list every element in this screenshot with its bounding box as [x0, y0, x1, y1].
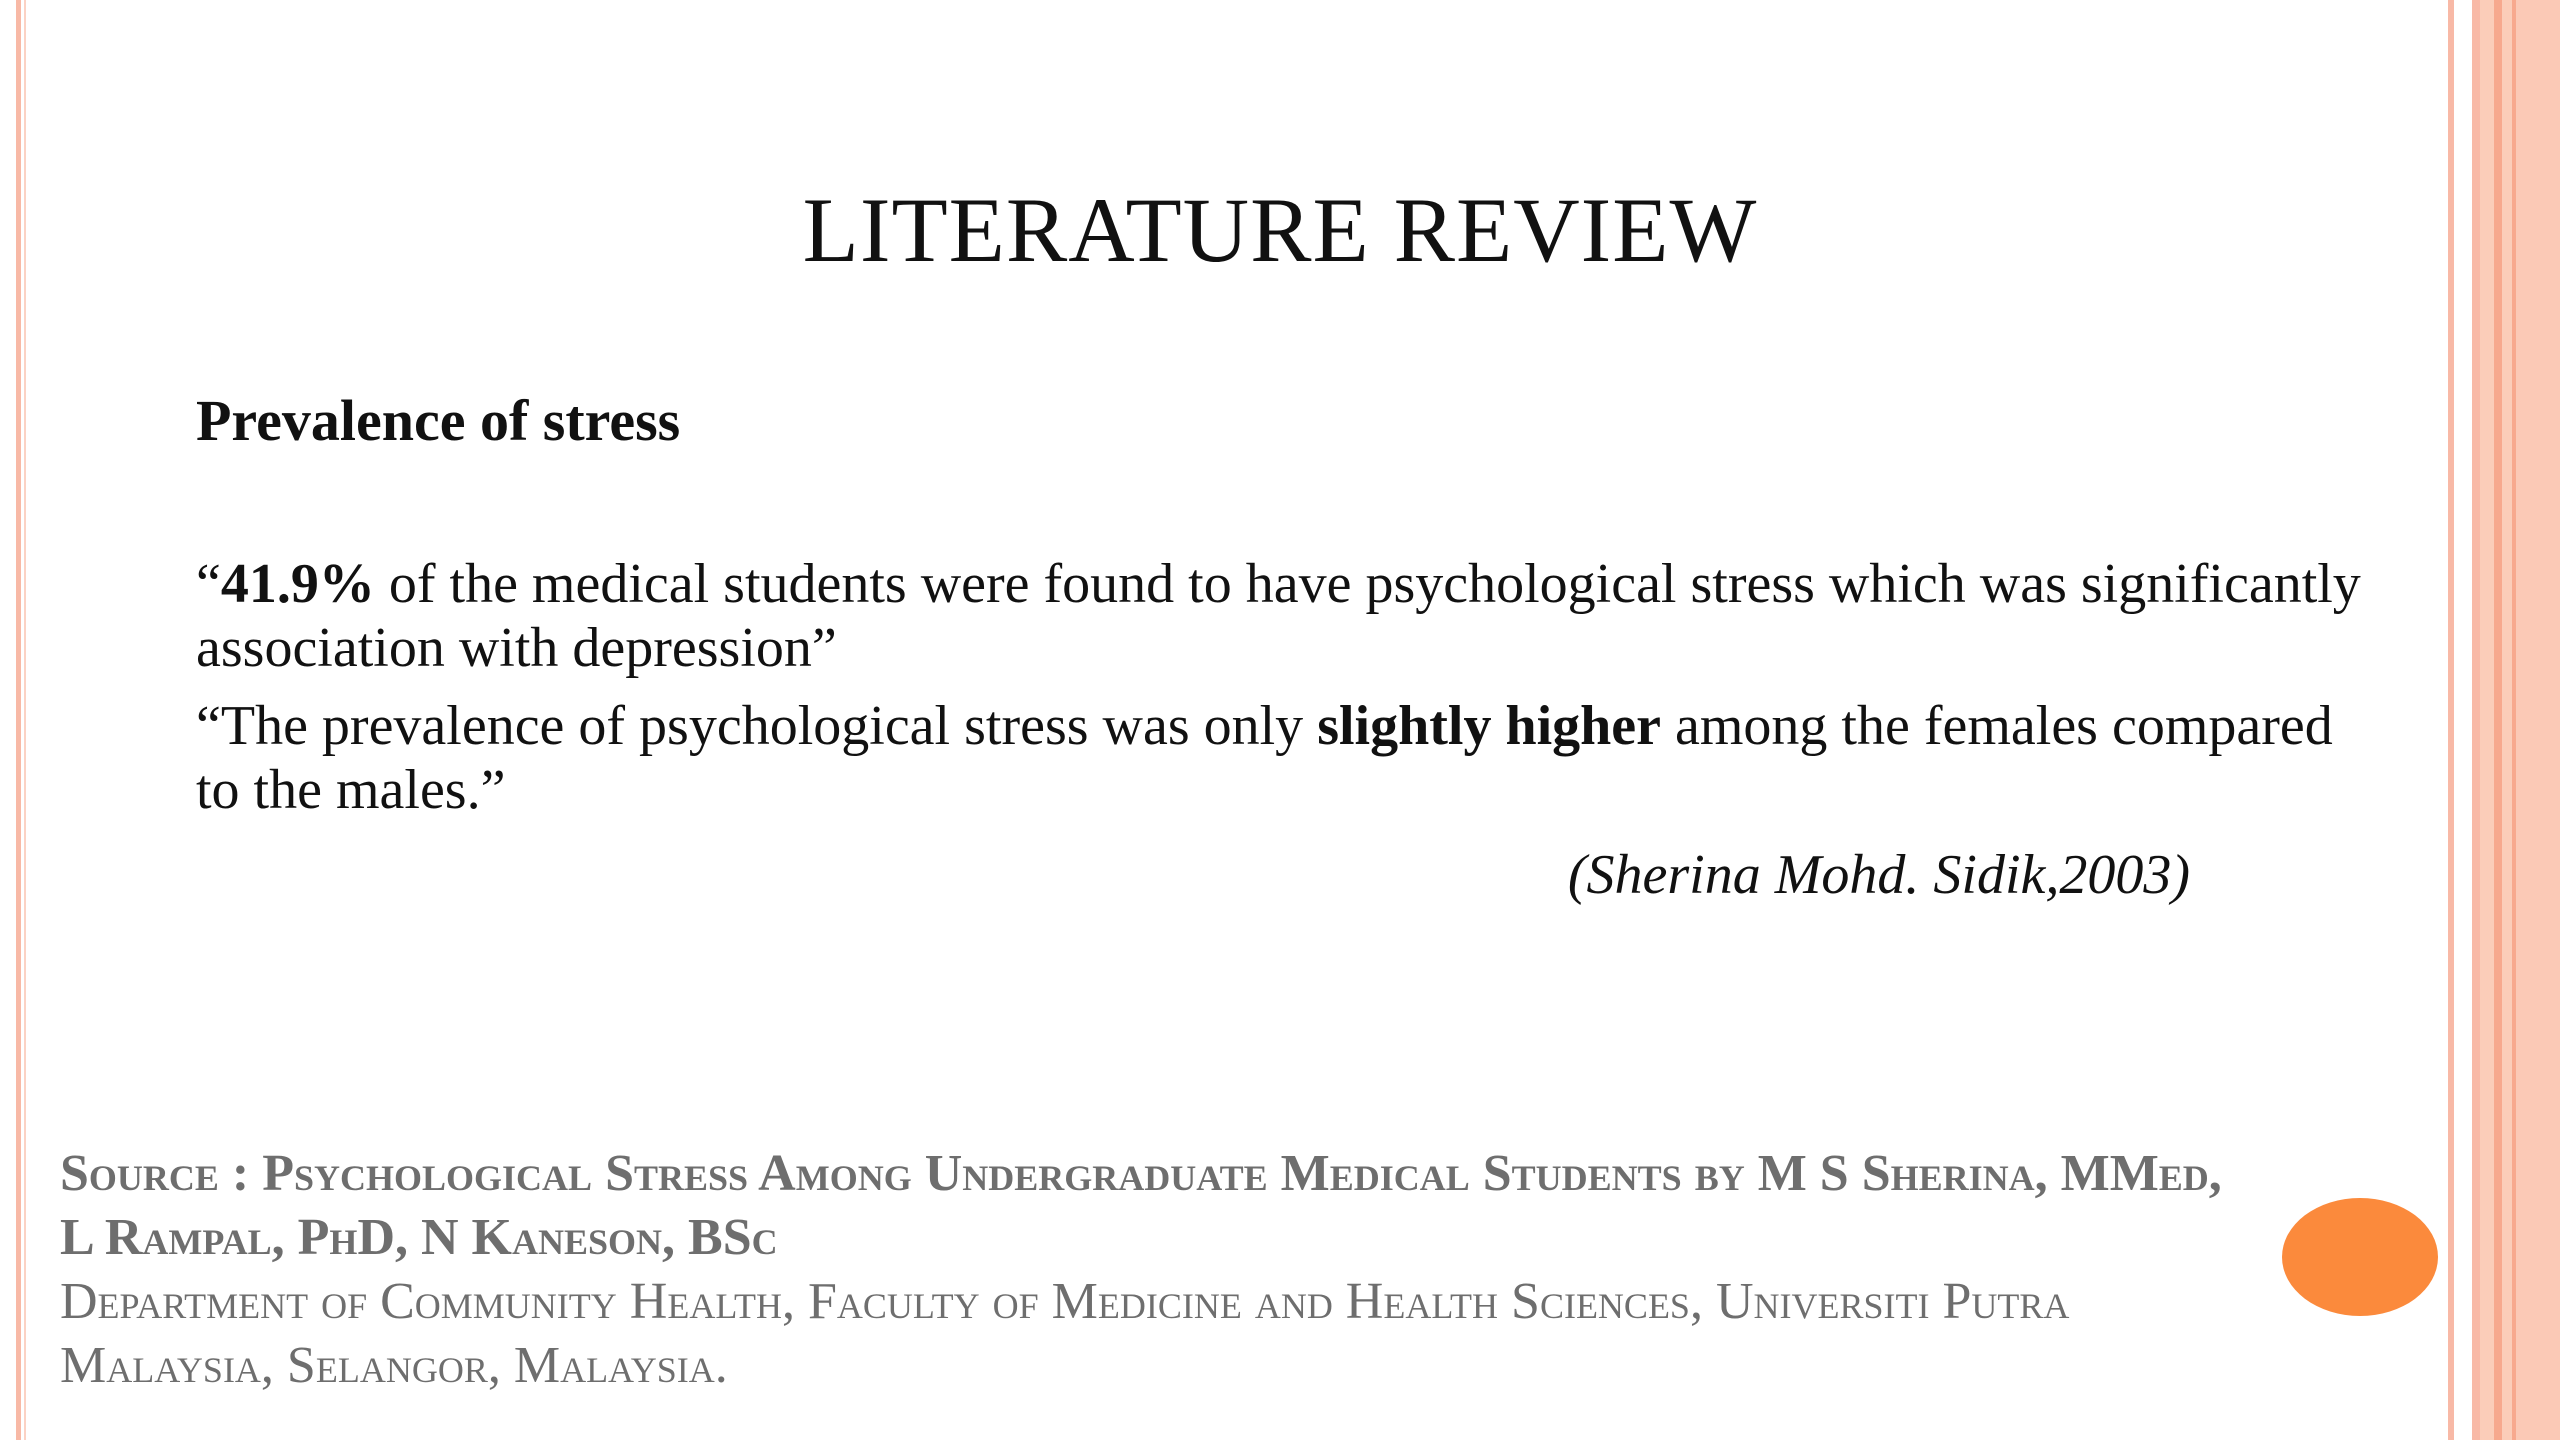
quote-2 [196, 694, 2376, 822]
quote-2-highlight: slightly higher [1317, 695, 1662, 757]
section-heading: Prevalence of stress [196, 388, 681, 453]
source-line-2: Department of Community Health, Faculty of Medicine and Health Sciences, Universiti Putra Malaysia, Selangor, Malaysia. [60, 1273, 2070, 1394]
quote-2-text-after: among the females compared to the males.” [196, 695, 2333, 821]
quote-2-text-before: “The prevalence of psychological stress was only [196, 695, 1318, 757]
source-line-1: Source : Psychological Stress Among Undergraduate Medical Students by M S Sherina, MMed, L Rampal, PhD, N Kaneson, BSc [60, 1145, 2222, 1266]
slide-title: LITERATURE REVIEW [802, 179, 1758, 281]
source-footer [60, 1142, 2260, 1398]
quote-block [196, 552, 2376, 836]
quote-1-open: “ [196, 553, 221, 615]
quote-1 [196, 552, 2376, 680]
orange-circle-decoration [2282, 1198, 2438, 1316]
quote-1-text: of the medical students were found to have psychological stress which was significantly association with depression” [196, 553, 2361, 679]
citation: (Sherina Mohd. Sidik,2003) [1567, 844, 2190, 906]
quote-1-highlight: 41.9% [220, 553, 375, 615]
